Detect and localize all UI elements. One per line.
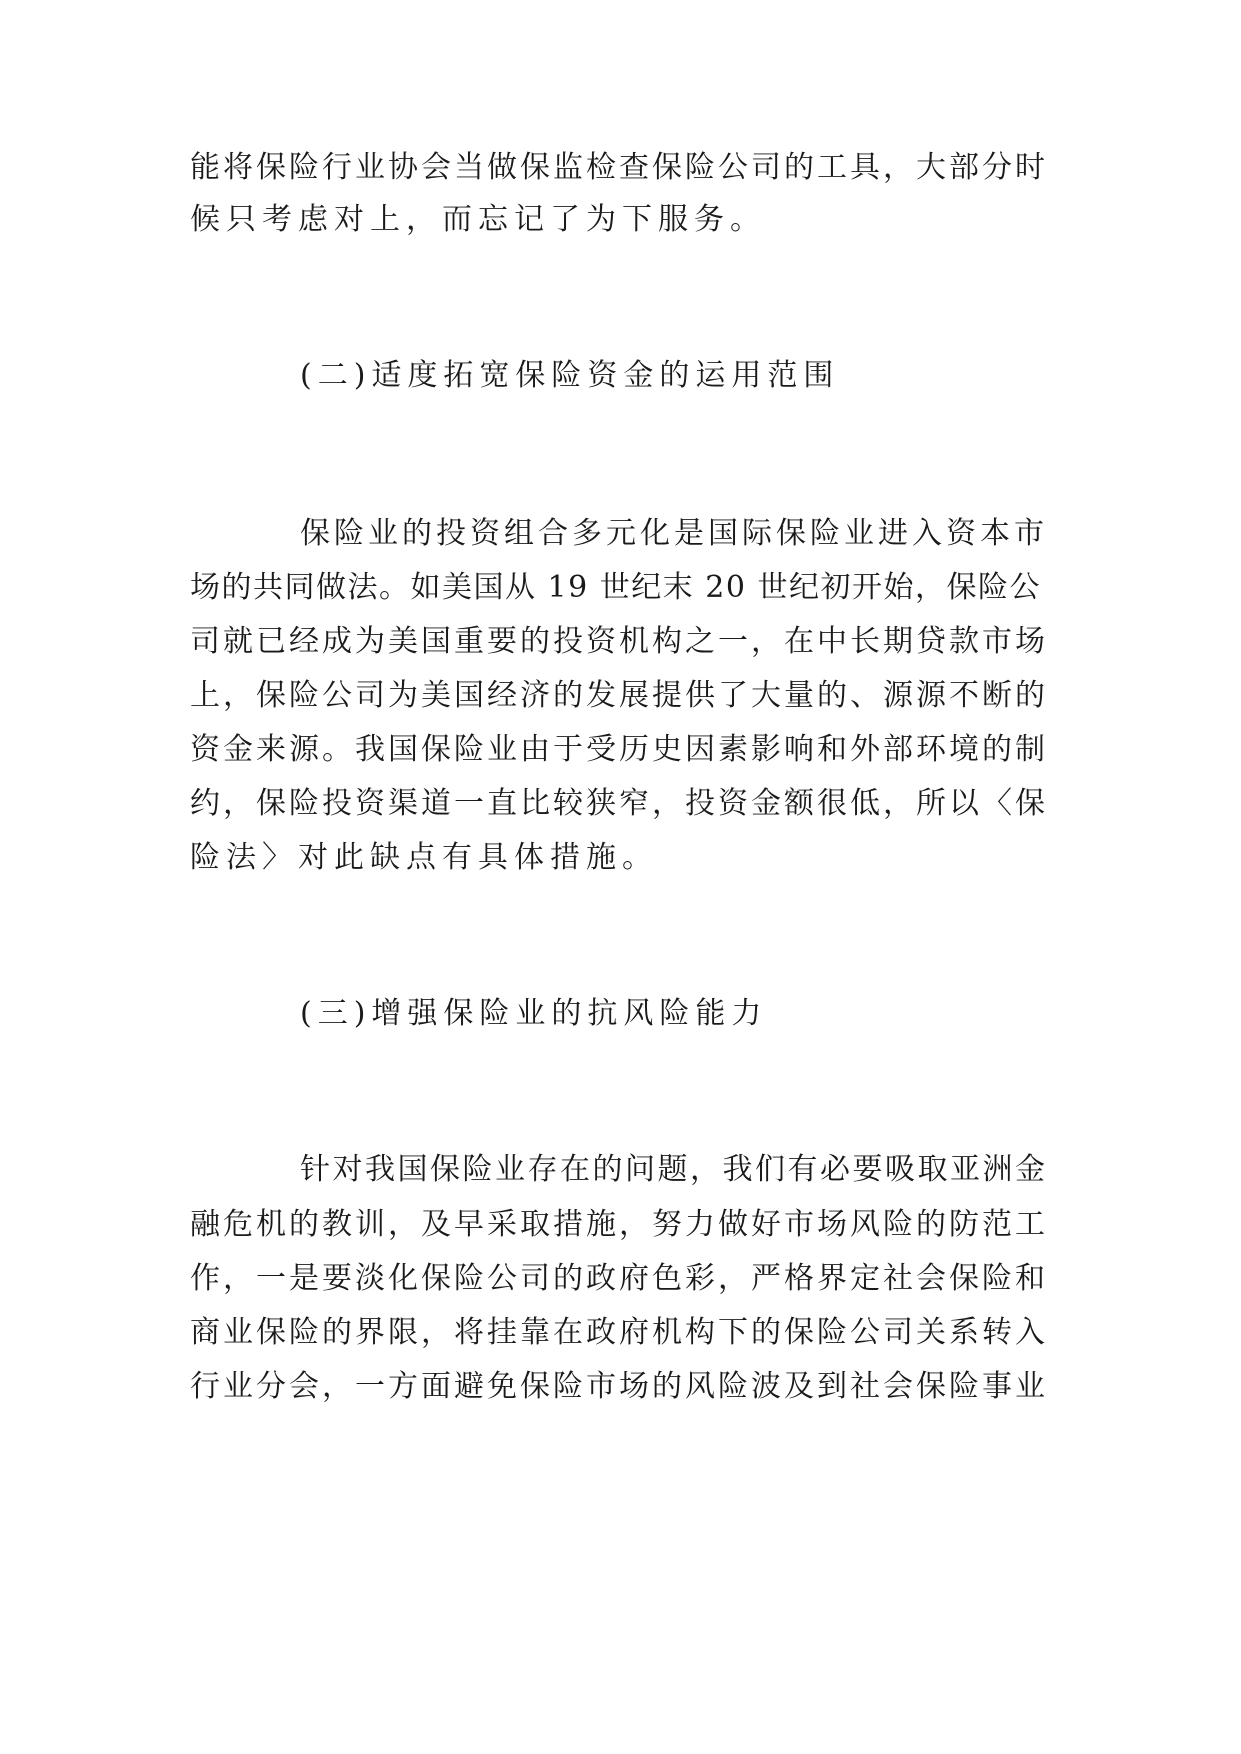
section-heading-2: (二)适度拓宽保险资金的运用范围 — [300, 358, 840, 393]
paragraph-3-line-2: 融危机的教训，及早采取措施，努力做好市场风险的防范工 — [190, 1207, 1048, 1242]
paragraph-2-line-7: 险法〉对此缺点有具体措施。 — [190, 840, 658, 875]
paragraph-2-line-5: 资金来源。我国保险业由于受历史因素影响和外部环境的制 — [190, 732, 1048, 767]
paragraph-2-line-3: 司就已经成为美国重要的投资机构之一，在中长期贷款市场 — [190, 624, 1048, 659]
paragraph-1-line-1: 能将保险行业协会当做保监检查保险公司的工具，大部分时 — [190, 150, 1048, 185]
paragraph-2-line-4: 上，保险公司为美国经济的发展提供了大量的、源源不断的 — [190, 678, 1048, 713]
paragraph-2-line-6: 约，保险投资渠道一直比较狭窄，投资金额很低，所以〈保 — [190, 786, 1048, 821]
section-heading-3: (三)增强保险业的抗风险能力 — [300, 996, 768, 1031]
paragraph-3-line-5: 行业分会，一方面避免保险市场的风险波及到社会保险事业 — [190, 1369, 1048, 1404]
paragraph-3-line-3: 作，一是要淡化保险公司的政府色彩，严格界定社会保险和 — [190, 1261, 1048, 1296]
paragraph-2-line-2: 场的共同做法。如美国从 19 世纪末 20 世纪初开始，保险公 — [190, 570, 1041, 605]
paragraph-3-line-4: 商业保险的界限，将挂靠在政府机构下的保险公司关系转入 — [190, 1315, 1048, 1350]
paragraph-1-line-2: 候只考虑对上，而忘记了为下服务。 — [190, 202, 766, 237]
paragraph-2-line-1: 保险业的投资组合多元化是国际保险业进入资本市 — [300, 516, 1048, 551]
paragraph-3-line-1: 针对我国保险业存在的问题，我们有必要吸取亚洲金 — [300, 1152, 1048, 1187]
